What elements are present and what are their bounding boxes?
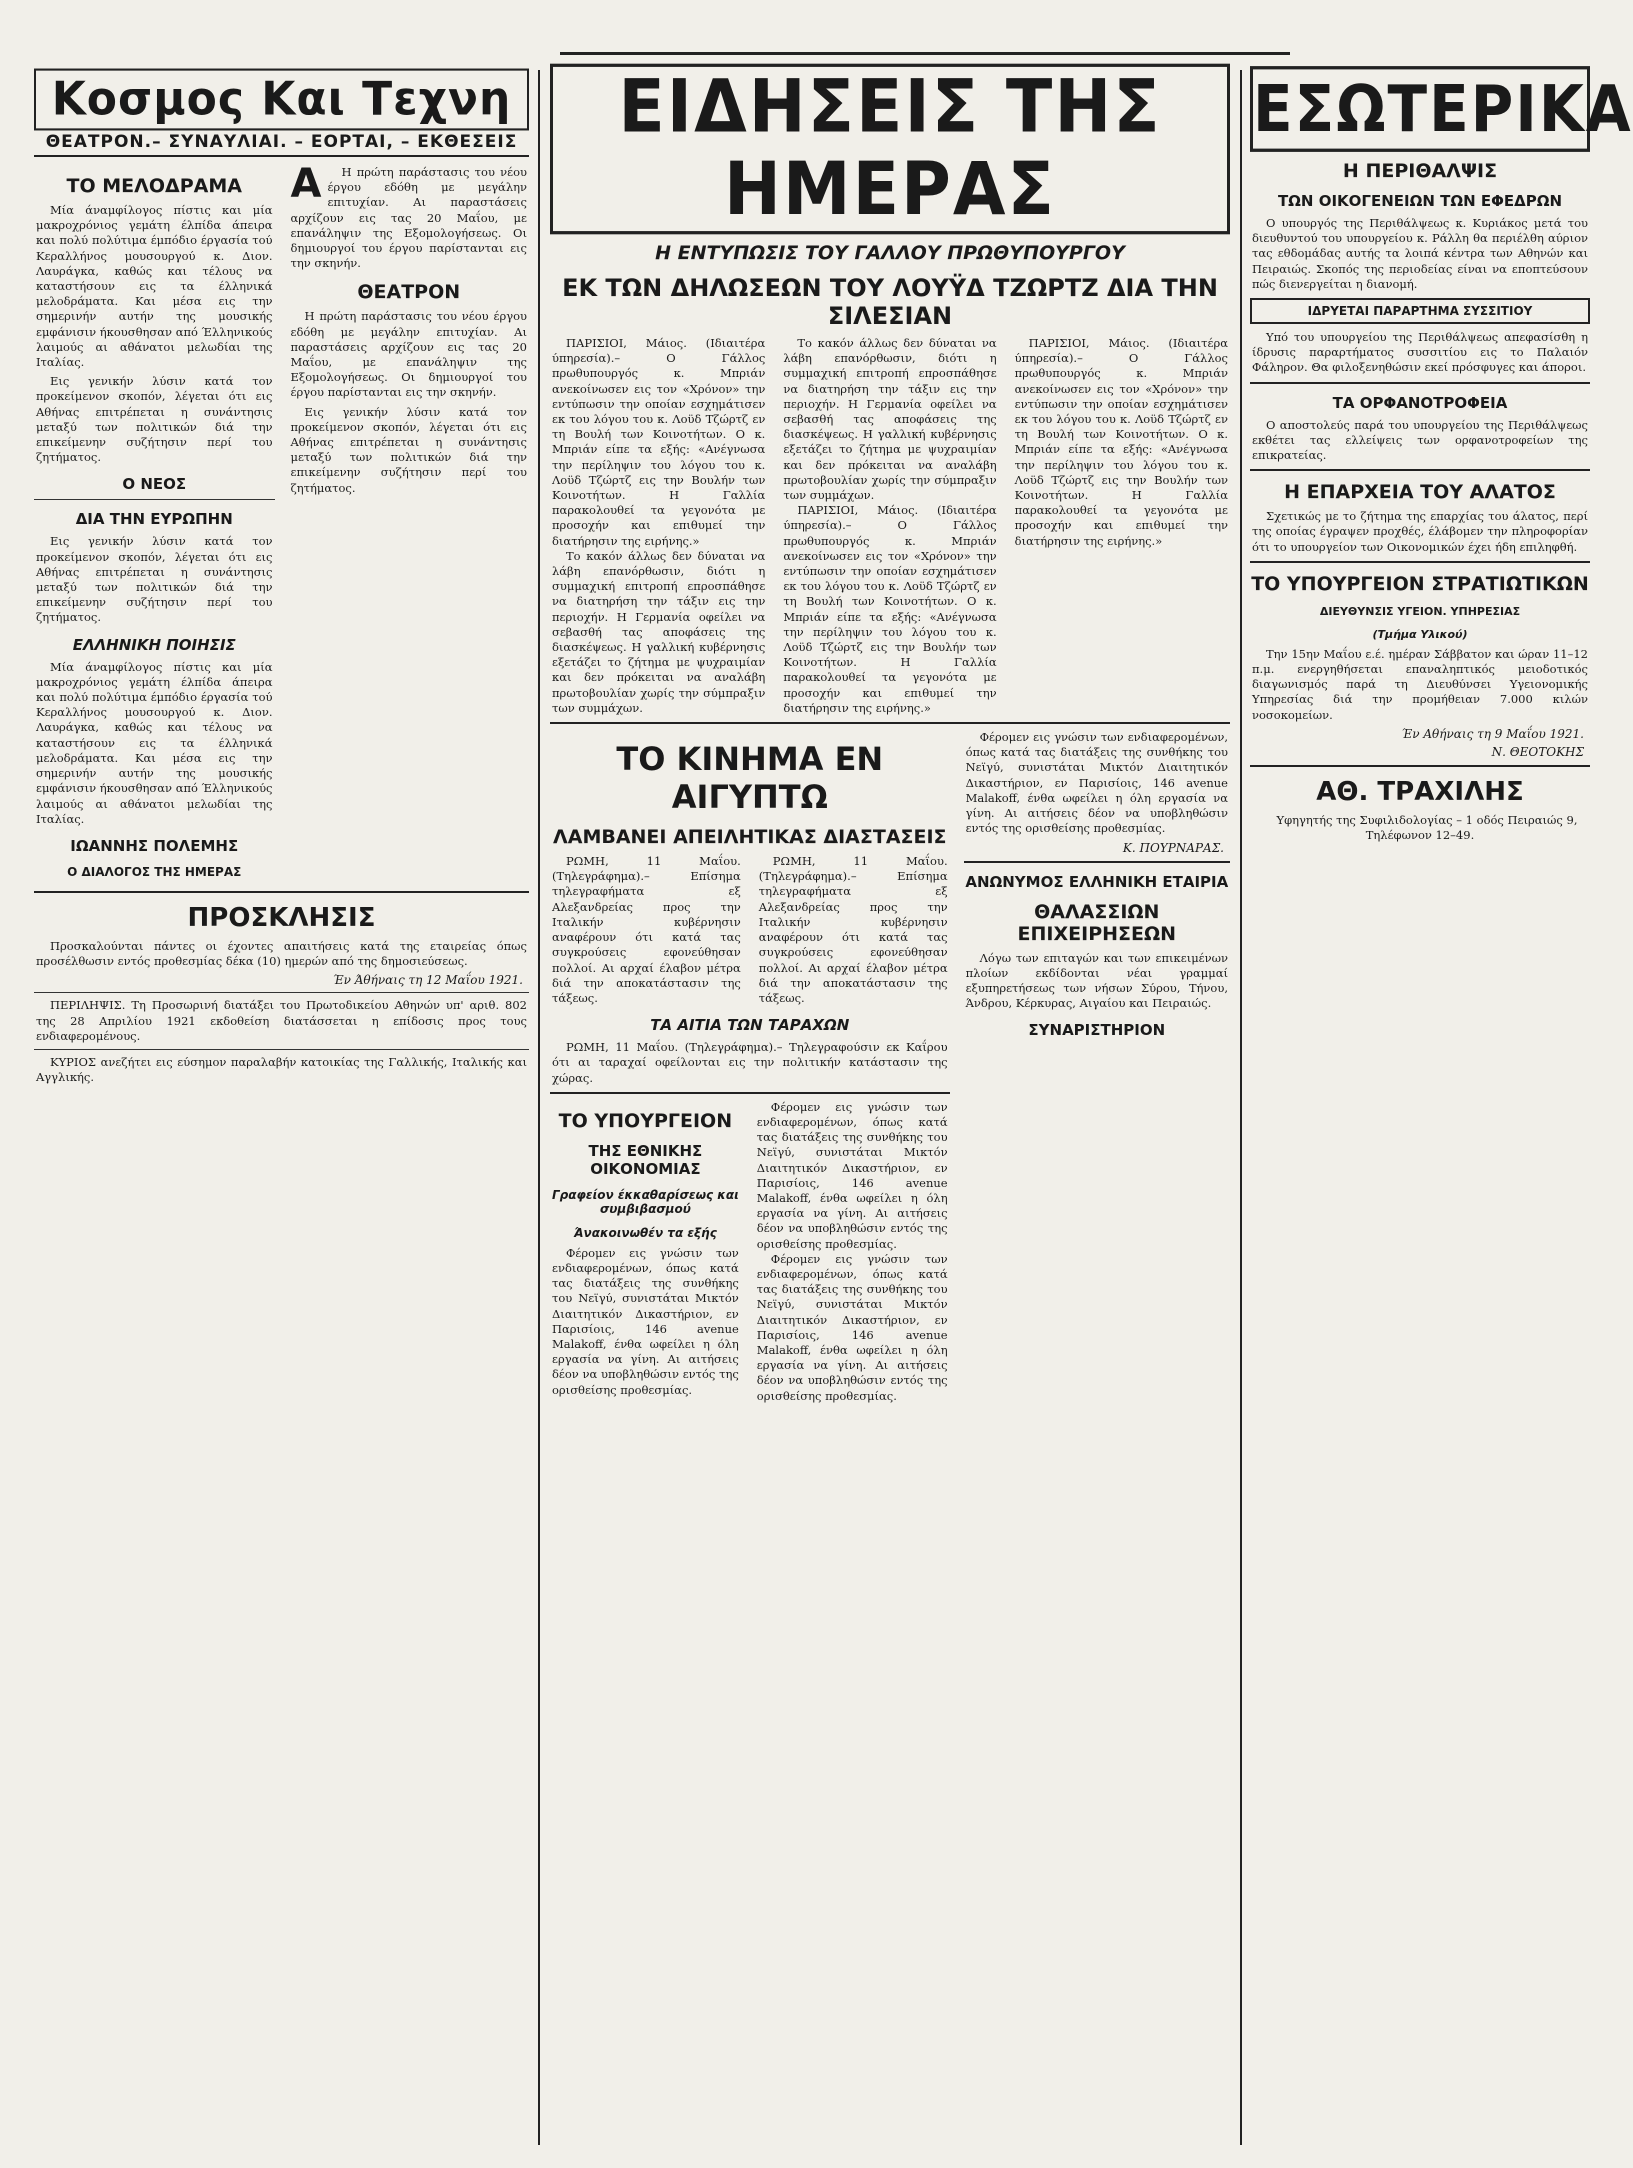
ypourgeio-subtitle: ΤΗΣ ΕΘΝΙΚΗΣ ΟΙΚΟΝΟΜΙΑΣ [588, 1141, 703, 1178]
theatre-news [289, 161, 530, 271]
prosklisis-title: ΠΡΟΣΚΛΗΣΙΣ [187, 902, 376, 933]
dropcap: Α [290, 161, 322, 207]
ypourgeio-text2: Φέρομεν εις γνώσιν των ενδιαφερομένων, όπως κατά τας διατάξεις της συνθήκης του Νεϊγύ, συνιστάται Μικτόν Διαιτητικόν Δικαστήριον, εν Παρισίοις, 146 avenue Malakoff, ένθα ωφείλει η όλη εργασία να γίνη. Αι αιτήσεις δέον να υποβληθώσιν εντός της ορισθείσης προθεσμίας. [756, 1099, 948, 1251]
kinima-text2: ΡΩΜΗ, 11 Μαΐου. (Τηλεγράφημα).– Επίσημα τηλεγραφήματα εξ Αλεξανδρείας προς την Ιταλικήν κυβέρνησιν αναφέρουν ότι κατά τας συγκρούσεις εφονεύθησαν πολλοί. Αι αρχαί έλαβον μέτρα διά την αποκατάστασιν της τάξεως. [758, 854, 948, 1005]
paraptima-title: ΙΔΡΥΕΤΑΙ ΠΑΡΑΡΤΗΜΑ ΣΥΣΣΙΤΙΟΥ [1250, 298, 1590, 324]
stratiotikon-date: Έν Αθήναις τη 9 Μαΐου 1921. [1401, 726, 1584, 741]
paris-article [550, 336, 767, 716]
perithalpsis-subtitle: ΤΩΝ ΟΙΚΟΓΕΝΕΙΩΝ ΤΩΝ ΕΦΕΔΡΩΝ [1277, 192, 1563, 210]
stratiotikon-article [1250, 647, 1590, 723]
divider [964, 861, 1230, 863]
ypourgeio-title: ΤΟ ΥΠΟΥΡΓΕΙΟΝ [558, 1109, 733, 1132]
stratiotikon-signature: Ν. ΘΕΟΤΟΚΗΣ [1491, 744, 1584, 759]
column-rule [1240, 70, 1242, 2145]
europe-text: Εις γενικήν λύσιν κατά τον προκείμενον σκοπόν, λέγεται ότι εις Αθήνας επιτρέπεται η συνάντησις μεταξύ των πολιτικών διά την επικείμενην συζήτησιν περί του ζητήματος. [36, 534, 273, 625]
stratiotikon-title: ΤΟ ΥΠΟΥΡΓΕΙΟΝ ΣΤΡΑΤΙΩΤΙΚΩΝ [1251, 572, 1589, 595]
divider [34, 992, 529, 993]
poetry-title: ΕΛΛΗΝΙΚΗ ΠΟΙΗΣΙΣ [72, 635, 236, 654]
aitia-title: ΤΑ ΑΙΤΙΑ ΤΩΝ ΤΑΡΑΧΩΝ [650, 1016, 850, 1035]
prosklisis-text: Προσκαλούνται πάντες οι έχοντες απαιτήσεις κατά της εταιρείας όπως προσέλθωσιν εντός προθεσμίας δέκα (10) ημερών από της δημοσιεύσεως. [36, 938, 527, 969]
divider [1250, 765, 1590, 767]
synaristirion-title: ΣΥΝΑΡΙΣΤΗΡΙΟΝ [1028, 1021, 1166, 1040]
perithalpsis-text: Ο υπουργός της Περιθάλψεως κ. Κυριάκος μετά του διευθυντού του υπουργείου κ. Ράλλη θα περιέλθη αύριον τας εθδομάδας αυτής τα λοιπά κέντρα των Αθηνών και Πειραιώς. Σκοπός της περιοδείας είναι να εποπτεύσουν πώς διενεργείται η διανομή. [1252, 216, 1588, 291]
melodrama-continued [34, 374, 275, 465]
eidiseis-masthead: ΕΙΔΗΣΕΙΣ ΤΗΣ ΗΜΕΡΑΣ [550, 64, 1230, 235]
ypourgeio-article [550, 1246, 741, 1398]
prosklisis-article [34, 939, 529, 969]
column-rule [538, 70, 540, 2145]
theatre-news-text: Η πρώτη παράστασις του νέου έργου εδόθη με μεγάλην επιτυχίαν. Αι παραστάσεις αρχίζουν εις τας 20 Μαΐου, με επανάληψιν της Εξομολογήσεως. Οι δημιουργοί του έργου παρίστανται εις την σκηνήν. [290, 165, 527, 271]
aitia-text: ΡΩΜΗ, 11 Μαΐου. (Τηλεγράφημα).– Τηλεγραφούσιν εκ Καΐρου ότι αι ταραχαί οφείλονται εις την πολιτικήν κατάστασιν της χώρας. [552, 1040, 948, 1085]
melodrama-text: Μία άναμφίλογος πίστις και μία μακροχρόνιος γεμάτη έλπίδα άπειρα και πολύ πολύτιμα έμπόδιο έργασία τού Κεραλλήνος μουσουργού κ. Διον. Λαυράγκα, καθώς και τέλους να καταστήσουν εις τα έλληνικά μελοδράματα. Και μέσα εις την σημερινήν αυτήν της μουσικής εμφάνισιν ήκουσθησαν από Έλληνικούς λαιμούς αι αθάνατοι μελωδίαι της Ιταλίας. [36, 203, 273, 370]
orfanotrofeia-article [1250, 418, 1590, 464]
ypourgeio-article-cont [755, 1100, 950, 1404]
eparxeia-text: Σχετικώς με το ζήτημα της επαρχίας του άλατος, περί της οποίας έγραψεν προχθές, έλάβομεν την πληροφορίαν ότι το υπουργείον των Οικονομικών έχει ήδη επιληφθή. [1252, 509, 1588, 554]
court-article [964, 730, 1230, 836]
theatro-text: Η πρώτη παράστασις του νέου έργου εδόθη με μεγάλην επιτυχίαν. Αι παραστάσεις αρχίζουν εις τας 20 Μαΐου, με επανάληψιν της Εξομολογήσεως. Οι δημιουργοί του έργου παρίστανται εις την σκηνήν. [290, 309, 527, 400]
dialogos-title: Ο ΔΙΑΛΟΓΟΣ ΤΗΣ ΗΜΕΡΑΣ [67, 864, 242, 879]
kyrios-text: ΚΥΡΙΟΣ ανεζήτει εις εύσημον παραλαβήν κατοικίας της Γαλλικής, Ιταλικής και Αγγλικής. [36, 1054, 527, 1085]
ypourgeio-line: Γραφείον έκκαθαρίσεως και συμβιβασμού [552, 1187, 739, 1216]
kyrios-ad [34, 1055, 529, 1085]
anakoinothen: Άνακοινωθέν τα εξής [573, 1225, 717, 1240]
paris-article-cont2 [1013, 336, 1230, 716]
trachilis-text: Υφηγητής της Συφιλιδολογίας – 1 οδός Πειραιώς 9, Τηλέφωνον 12–49. [1276, 812, 1578, 843]
etaireia-text: Λόγω των επιταγών και των επικειμένων πλοίων εκδίδονται νέαι γραμμαί εξυπηρετήσεως των νήσων Σύρου, Τήνου, Άνδρου, Κέρκυρας, Αιγαίου και Πειραιώς. [965, 950, 1228, 1011]
divider [550, 1092, 950, 1094]
court-text: Φέρομεν εις γνώσιν των ενδιαφερομένων, όπως κατά τας διατάξεις της συνθήκης του Νεϊγύ, συνιστάται Μικτόν Διαιτητικόν Δικαστήριον, εν Παρισίοις, 146 avenue Malakoff, ένθα ωφείλει η όλη εργασία να γίνη. Αι αιτήσεις δέον να υποβληθώσιν εντός της ορισθείσης προθεσμίας. [965, 730, 1228, 836]
headline-1: Η ΕΝΤΥΠΩΣΙΣ ΤΟΥ ΓΑΛΛΟΥ ΠΡΩΘΥΠΟΥΡΓΟΥ [655, 242, 1125, 264]
orfanotrofeia-text: Ο αποστολεύς παρά του υπουργείου της Περιθάλψεως εκθέτει τας ελλείψεις των ορφανοτροφείων της επικρατείας. [1252, 417, 1588, 463]
theatro-continued [289, 405, 530, 496]
perithalpsis-title: Η ΠΕΡΙΘΑΛΨΙΣ [1342, 160, 1498, 182]
etaireia-title: ΑΝΩΝΥΜΟΣ ΕΛΛΗΝΙΚΗ ΕΤΑΙΡΙΑ [965, 872, 1229, 891]
divider [34, 499, 275, 500]
paris-text: ΠΑΡΙΣΙΟΙ, Μάιος. (Ιδιαιτέρα ύπηρεσία).– Ο Γάλλος πρωθυπουργός κ. Μπριάν ανεκοίνωσεν εις τον «Χρόνον» την εντύπωσιν την οποίαν εσχημάτισεν εκ του λόγου του κ. Λοϋδ Τζώρτζ εν τη Βουλή των Κοινοτήτων. Ο κ. Μπριάν είπε τα εξής: «Ανέγνωσα την περίληψιν του λόγου του κ. Λοϋδ Τζώρτζ εις την Βουλήν των Κοινοτήτων. Η Γαλλία παρακολουθεί τα γεγονότα με προσοχήν και επιθυμεί την διατήρησιν της ειρήνης.» [552, 336, 766, 548]
newspaper-page [20, 20, 1633, 2160]
middle-column [550, 64, 1230, 1404]
divider [1250, 469, 1590, 471]
kosmos-masthead: Κοσμος Και Τεχνη [34, 69, 529, 131]
divider [34, 891, 529, 893]
paris-text2-more: ΠΑΡΙΣΙΟΙ, Μάιος. (Ιδιαιτέρα ύπηρεσία).– Ο Γάλλος πρωθυπουργός κ. Μπριάν ανεκοίνωσεν εις τον «Χρόνον» την εντύπωσιν την οποίαν εσχημάτισεν εκ του λόγου του κ. Λοϋδ Τζώρτζ εν τη Βουλή των Κοινοτήτων. Ο κ. Μπριάν είπε τα εξής: «Ανέγνωσα την περίληψιν του λόγου του κ. Λοϋδ Τζώρτζ εις την Βουλήν των Κοινοτήτων. Η Γαλλία παρακολουθεί τα γεγονότα με προσοχήν και επιθυμεί την διατήρησιν της ειρήνης.» [783, 503, 997, 715]
divider [550, 722, 1230, 724]
prosklisis-date: Έν Άθήναις τη 12 Μαΐου 1921. [332, 973, 523, 988]
perilipsis-article [34, 998, 529, 1044]
theatro-title: ΘΕΑΤΡΟΝ [357, 281, 461, 304]
paris-article-cont [781, 336, 998, 716]
poem-author: ΙΩΑΝΝΗΣ ΠΟΛΕΜΗΣ [70, 836, 239, 855]
left-column [34, 70, 529, 1085]
europe-article [34, 534, 275, 625]
stratiotikon-subtitle: ΔΙΕΥΘΥΝΣΙΣ ΥΓΕΙΟΝ. ΥΠΗΡΕΣΙΑΣ [1319, 604, 1521, 618]
melodrama-continued-text: Εις γενικήν λύσιν κατά τον προκείμενον σκοπόν, λέγεται ότι εις Αθήνας επιτρέπεται η συνάντησις μεταξύ των πολιτικών διά την επικείμενην συζήτησιν περί του ζητήματος. [36, 374, 273, 465]
aitia-article [550, 1040, 950, 1086]
theatro-article [289, 309, 530, 400]
kinima-article-cont [757, 854, 950, 1006]
eparxeia-title: Η ΕΠΑΡΧΕΙΑ ΤΟΥ ΑΛΑΤΟΣ [1284, 481, 1556, 504]
kinima-article [550, 854, 743, 1006]
melodrama-article [34, 203, 275, 370]
orfanotrofeia-title: ΤΑ ΟΡΦΑΝΟΤΡΟΦΕΙΑ [1332, 393, 1508, 412]
kinima-title: ΤΟ ΚΙΝΗΜΑ ΕΝ ΑΙΓΥΠΤΩ [616, 740, 884, 817]
ypourgeio-text3: Φέρομεν εις γνώσιν των ενδιαφερομένων, όπως κατά τας διατάξεις της συνθήκης του Νεϊγύ, συνιστάται Μικτόν Διαιτητικόν Δικαστήριον, εν Παρισίοις, 146 avenue Malakoff, ένθα ωφείλει η όλη εργασία να γίνη. Αι αιτήσεις δέον να υποβληθώσιν εντός της ορισθείσης προθεσμίας. [756, 1251, 948, 1403]
esoterika-masthead: ΕΣΩΤΕΡΙΚΑ [1250, 66, 1590, 152]
top-rule [560, 52, 1290, 55]
ypourgeio-text: Φέρομεν εις γνώσιν των ενδιαφερομένων, όπως κατά τας διατάξεις της συνθήκης του Νεϊγύ, συνιστάται Μικτόν Διαιτητικόν Δικαστήριον, εν Παρισίοις, 146 avenue Malakoff, ένθα ωφείλει η όλη εργασία να γίνη. Αι αιτήσεις δέον να υποβληθώσιν εντός της ορισθείσης προθεσμίας. [552, 1245, 739, 1397]
paris-text-more: Το κακόν άλλως δεν δύναται να λάβη επανόρθωσιν, διότι η συμμαχική επιτροπή επροσπάθησε να διατηρήση την τάξιν εις την περιοχήν. Η Γερμανία οφείλει να σεβασθή τας αποφάσεις της διασκέψεως. Η γαλλική κυβέρνησις εξετάζει το ζήτημα με ψυχραιμίαν και δεν πρόκειται να αναλάβη πρωτοβουλίαν χωρίς την σύμπραξιν των συμμάχων. [552, 548, 766, 715]
stratiotikon-tmima: (Τμήμα Υλικού) [1372, 627, 1468, 641]
divider [1250, 561, 1590, 563]
poem-text: Μία άναμφίλογος πίστις και μία μακροχρόνιος γεμάτη έλπίδα άπειρα και πολύ πολύτιμα έμπόδιο έργασία τού Κεραλλήνος μουσουργού κ. Διον. Λαυράγκα, καθώς και τέλους να καταστήσουν εις τα έλληνικά μελοδράματα. Και μέσα εις την σημερινήν αυτήν της μουσικής εμφάνισιν ήκουσθησαν από Έλληνικούς λαιμούς αι αθάνατοι μελωδίαι της Ιταλίας. [36, 659, 273, 826]
divider [1250, 382, 1590, 384]
paris-text2: Το κακόν άλλως δεν δύναται να λάβη επανόρθωσιν, διότι η συμμαχική επιτροπή επροσπάθησε να διατηρήση την τάξιν εις την περιοχήν. Η Γερμανία οφείλει να σεβασθή τας αποφάσεις της διασκέψεως. Η γαλλική κυβέρνησις εξετάζει το ζήτημα με ψυχραιμίαν και δεν πρόκειται να αναλάβη πρωτοβουλίαν χωρίς την σύμπραξιν των συμμάχων. [783, 336, 997, 503]
neos-title: Ο ΝΕΟΣ [122, 475, 187, 494]
kosmos-subheading: ΘΕΑΤΡΟΝ.– ΣΥΝΑΥΛΙΑΙ. – ΕΟΡΤΑΙ, – ΕΚΘΕΣΕΙΣ [34, 129, 529, 157]
kinima-subtitle: ΛΑΜΒΑΝΕΙ ΑΠΕΙΛΗΤΙΚΑΣ ΔΙΑΣΤΑΣΕΙΣ [553, 826, 947, 849]
perithalpsis-article [1250, 216, 1590, 292]
etaireia-article [964, 951, 1230, 1012]
melodrama-title: ΤΟ ΜΕΛΟΔΡΑΜΑ [66, 175, 242, 197]
perilipsis-text: ΠΕΡΙΛΗΨΙΣ. Τη Προσωρινή διατάξει του Πρωτοδικείου Αθηνών υπ' αριθ. 802 της 28 Απριλίου 1921 εκδοθείση διατάσσεται η επίδοσις προς τους ενδιαφερομένους. [36, 998, 527, 1043]
stratiotikon-text: Την 15ην Μαΐου ε.έ. ημέραν Σάββατον και ώραν 11–12 π.μ. ενεργηθήσεται επαναληπτικός μειοδοτικός διαγωνισμός παρά τη Διευθύνσει Υγειονομικής Υπηρεσίας διά την προμήθειαν 7.000 κιλών νοσοκομείων. [1252, 646, 1588, 722]
europe-title: ΔΙΑ ΤΗΝ ΕΥΡΩΠΗΝ [75, 510, 233, 529]
theatro-continued-text: Εις γενικήν λύσιν κατά τον προκείμενον σκοπόν, λέγεται ότι εις Αθήνας επιτρέπεται η συνάντησις μεταξύ των πολιτικών διά την επικείμενην συζήτησιν περί του ζητήματος. [290, 404, 527, 495]
trachilis-title: ΑΘ. ΤΡΑΧΙΛΗΣ [1316, 776, 1524, 807]
paraptima-text: Υπό του υπουργείου της Περιθάλψεως απεφασίσθη η ίδρυσις παραρτήματος συσσιτίου εις το Παλαιόν Φάληρον. Θα φιλοξενηθώσιν εκεί πρόσφυγες και άποροι. [1252, 330, 1588, 375]
etaireia-subtitle: ΘΑΛΑΣΣΙΩΝ ΕΠΙΧΕΙΡΗΣΕΩΝ [1017, 900, 1177, 945]
pournaras-signature: Κ. ΠΟΥΡΝΑΡΑΣ. [1122, 840, 1224, 855]
poem-body [34, 660, 275, 827]
kinima-text: ΡΩΜΗ, 11 Μαΐου. (Τηλεγράφημα).– Επίσημα τηλεγραφήματα εξ Αλεξανδρείας προς την Ιταλικήν κυβέρνησιν αναφέρουν ότι κατά τας συγκρούσεις εφονεύθησαν πολλοί. Αι αρχαί έλαβον μέτρα διά την αποκατάστασιν της τάξεως. [552, 854, 741, 1005]
eparxeia-article [1250, 509, 1590, 555]
headline-2: ΕΚ ΤΩΝ ΔΗΛΩΣΕΩΝ ΤΟΥ ΛΟΥΫΔ ΤΖΩΡΤΖ ΔΙΑ ΤΗΝ ΣΙΛΕΣΙΑΝ [562, 274, 1218, 330]
paraptima-article [1250, 330, 1590, 376]
divider [34, 1049, 529, 1050]
paris-text3: ΠΑΡΙΣΙΟΙ, Μάιος. (Ιδιαιτέρα ύπηρεσία).– Ο Γάλλος πρωθυπουργός κ. Μπριάν ανεκοίνωσεν εις τον «Χρόνον» την εντύπωσιν την οποίαν εσχημάτισεν εκ του λόγου του κ. Λοϋδ Τζώρτζ εν τη Βουλή των Κοινοτήτων. Ο κ. Μπριάν είπε τα εξής: «Ανέγνωσα την περίληψιν του λόγου του κ. Λοϋδ Τζώρτζ εις την Βουλήν των Κοινοτήτων. Η Γαλλία παρακολουθεί τα γεγονότα με προσοχήν και επιθυμεί την διατήρησιν της ειρήνης.» [1014, 336, 1228, 548]
trachilis-ad [1250, 813, 1590, 843]
right-column [1250, 70, 1633, 843]
